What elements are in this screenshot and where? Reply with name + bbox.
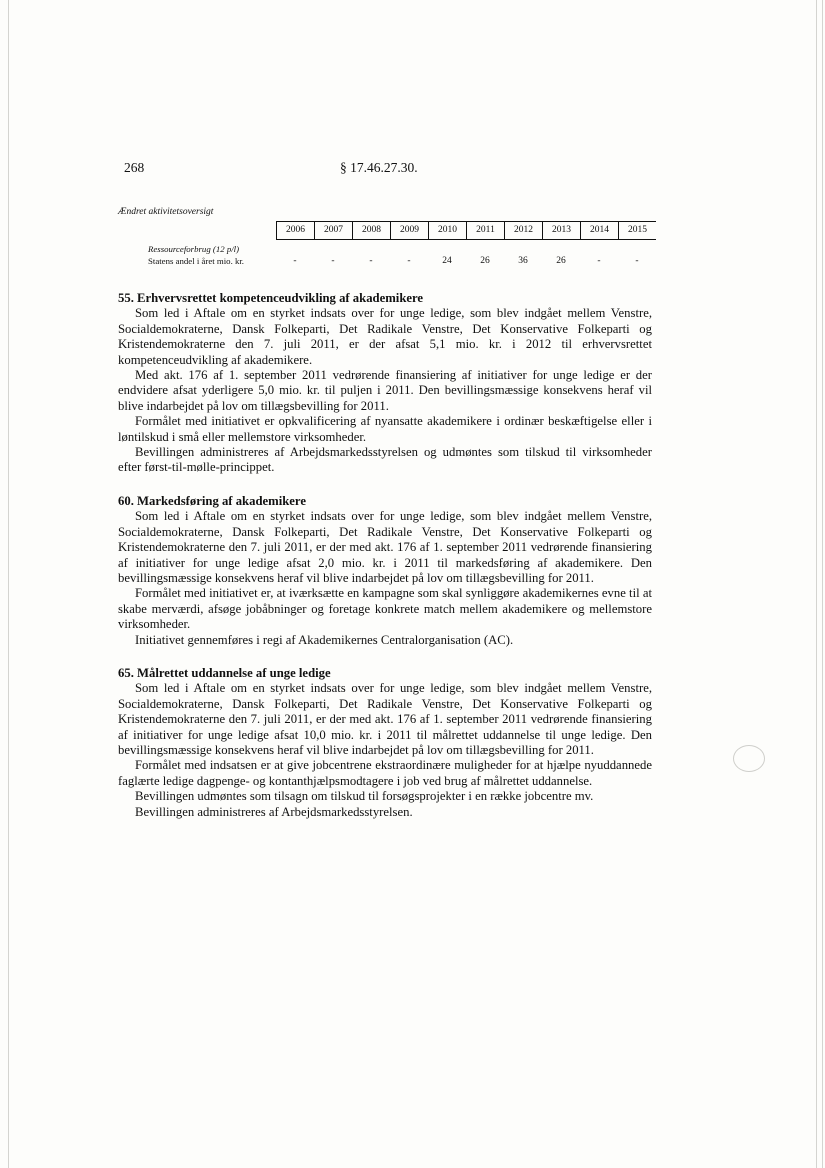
table-row-label: Statens andel i året mio. kr. [148, 256, 245, 266]
section-55 [118, 291, 652, 476]
table-cell: - [597, 256, 601, 266]
paragraph: Som led i Aftale om en styrket indsats over for unge ledige, som blev indgået mellem Venstre, Socialdemokraterne, Dansk Folkeparti, Det Radikale Venstre, Det Konservative Folkeparti og Kristendemokraterne den 7. juli 2011, er der med akt. 176 af 1. september 2011 vedrørende finansiering af initiativer for unge ledige afsat 2,0 mio. kr. i 2011 til markedsføring af akademikere. Den bevillingsmæssige konsekvens heraf vil blive indarbejdet på lov om tillægsbevilling for 2011. [118, 509, 652, 585]
section-60 [118, 494, 652, 648]
year-header-row [276, 221, 656, 240]
table-row [118, 255, 656, 267]
section-heading: 60. Markedsføring af akademikere [118, 493, 306, 508]
year-header-cell: 2011 [466, 222, 504, 239]
section-65 [118, 666, 652, 820]
year-header-cell: 2006 [276, 222, 314, 239]
scan-edge-line-right [816, 0, 817, 1168]
paragraph: Bevillingen administreres af Arbejdsmarkedsstyrelsen og udmøntes som tilskud til virksomheder efter først-til-mølle-princippet. [118, 445, 652, 475]
table-cell: - [407, 256, 411, 266]
paragraph: Bevillingen udmøntes som tilsagn om tilskud til forsøgsprojekter i en række jobcentre mv. [135, 789, 594, 804]
year-header-cell: 2014 [580, 222, 618, 239]
table-cell: 36 [518, 256, 528, 266]
section-reference: § 17.46.27.30. [340, 160, 418, 175]
table-cell: - [293, 256, 297, 266]
table-cell: 24 [442, 256, 452, 266]
page-header [124, 160, 654, 178]
paragraph: Formålet med initiativet er, at iværksætte en kampagne som skal synliggøre akademikernes evne til at skabe merværdi, afsøge jobåbninger og foretage konkrete match mellem akademikere og mellemstore virksomheder. [118, 586, 652, 632]
paragraph: Som led i Aftale om en styrket indsats over for unge ledige, som blev indgået mellem Venstre, Socialdemokraterne, Dansk Folkeparti, Det Radikale Venstre, Det Konservative Folkeparti og Kristendemokraterne den 7. juli 2011, er der afsat 5,1 mio. kr. i 2012 til erhvervsrettet kompetenceudvikling af akademikere. [118, 306, 652, 367]
paragraph: Formålet med indsatsen er at give jobcentrene ekstraordinære muligheder for at hjælpe nyuddannede faglærte ledige dagpenge- og kontanthjælpsmodtagere i job ved brug af målrettet uddannelse. [118, 758, 652, 788]
year-header-cell: 2013 [542, 222, 580, 239]
year-header-cell: 2015 [618, 222, 656, 239]
year-header-cell: 2008 [352, 222, 390, 239]
section-heading: 55. Erhvervsrettet kompetenceudvikling af akademikere [118, 291, 424, 305]
activity-table [118, 207, 656, 267]
document-body [118, 291, 652, 838]
paragraph: Som led i Aftale om en styrket indsats over for unge ledige, som blev indgået mellem Venstre, Socialdemokraterne, Dansk Folkeparti, Det Radikale Venstre, Det Konservative Folkeparti og Kristendemokraterne den 7. juli 2011, er der med akt. 176 af 1. september 2011 vedrørende finansiering af initiativer for unge ledige afsat 10,0 mio. kr. i 2011 til målrettet uddannelse til unge ledige. Den bevillingsmæssige konsekvens heraf vil blive indarbejdet på lov om tillægsbevilling for 2011. [118, 681, 652, 757]
table-cell: - [635, 256, 639, 266]
year-header-cell: 2007 [314, 222, 352, 239]
scan-edge-line-left [8, 0, 9, 1168]
table-cell: 26 [480, 256, 490, 266]
paragraph: Med akt. 176 af 1. september 2011 vedrørende finansiering af initiativer for unge ledige er der endvidere afsat yderligere 5,0 mio. kr. til puljen i 2011. Den bevillingsmæssige konsekvens heraf vil blive indarbejdet på lov om tillægsbevilling for 2011. [118, 368, 652, 413]
paragraph: Initiativet gennemføres i regi af Akademikernes Centralorganisation (AC). [135, 632, 514, 647]
paragraph: Bevillingen administreres af Arbejdsmarkedsstyrelsen. [135, 804, 413, 819]
year-header-cell: 2010 [428, 222, 466, 239]
table-cell: - [369, 256, 373, 266]
section-heading: 65. Målrettet uddannelse af unge ledige [118, 665, 331, 680]
paragraph: Formålet med initiativet er opkvalificering af nyansatte akademikere i ordinær beskæftigelse eller i løntilskud i små eller mellemstore virksomheder. [118, 414, 652, 444]
table-group-label: Ressourceforbrug (12 p/l) [148, 244, 240, 254]
year-header-cell: 2012 [504, 222, 542, 239]
punch-hole-mark [733, 745, 765, 772]
table-cell: - [331, 256, 335, 266]
year-header-cell: 2009 [390, 222, 428, 239]
scan-edge-line-right-outer [822, 0, 823, 1168]
page-number: 268 [124, 160, 145, 175]
activity-table-title: Ændret aktivitetsoversigt [118, 207, 214, 217]
table-cell: 26 [556, 256, 566, 266]
table-row-values [276, 255, 656, 267]
